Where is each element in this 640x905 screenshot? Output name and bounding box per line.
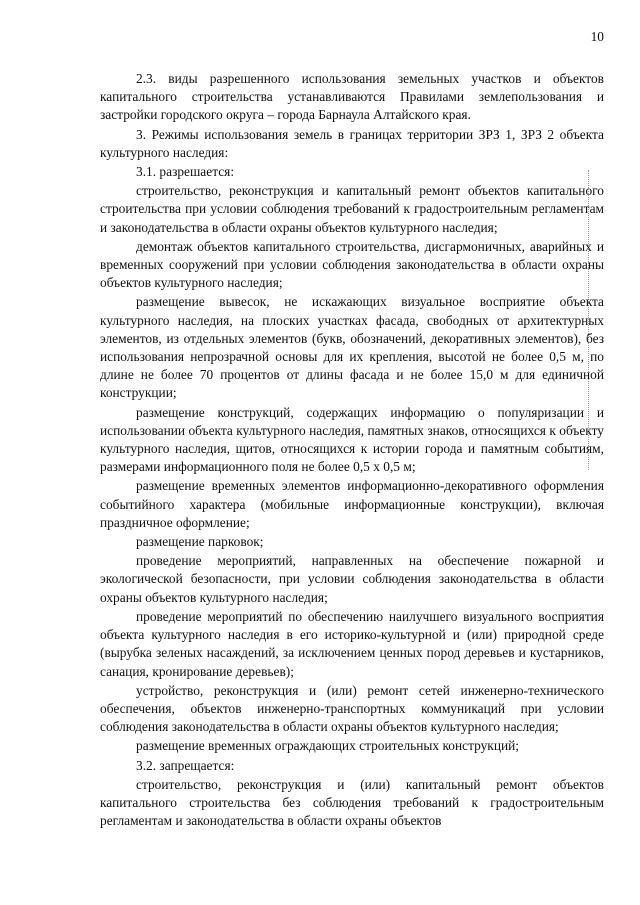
paragraph-parking: размещение парковок; (136, 534, 264, 550)
paragraph-demolition: демонтаж объектов капитального строительства, дисгармоничных, аварийных и временных сооружений при условии соблюдения законодательства в области охраны объектов культурного наследия; (100, 238, 604, 291)
paragraph-temporary-decor: размещение временных элементов информационно-декоративного оформления событийного характера (мобильные информационные конструкции), включая праздничное оформление; (100, 478, 604, 530)
paragraph-fire-safety: проведение мероприятий, направленных на обеспечение пожарной и экологической безопасности, при условии соблюдения законодательства в области охраны объектов культурного наследия; (100, 553, 604, 605)
paragraph-temporary-fences: размещение временных ограждающих строительных конструкций; (136, 738, 520, 754)
page-number: 10 (590, 29, 604, 44)
document-body (100, 70, 604, 830)
paragraph-info-structures: размещение конструкций, содержащих информацию о популяризации и использовании объекта культурного наследия, памятных знаков, относящихся к объекту культурного наследия, щитов, относящихся к истории города и памятным событиям, размерами информационного поля не более 0,5 х 0,5 м; (100, 404, 604, 475)
paragraph-prohibited-construction: строительство, реконструкция и (или) капитальный ремонт объектов капитального строительства без соблюдения требований к градостроительным регламентам и законодательства в области охраны объектов (100, 776, 604, 829)
paragraph-3-1-heading: 3.1. разрешается: (136, 164, 235, 180)
paragraph-section-3: 3. Режимы использования земель в границах территории ЗРЗ 1, ЗРЗ 2 объекта культурного наследия: (100, 126, 604, 160)
paragraph-3-2-heading: 3.2. запрещается: (136, 757, 235, 773)
paragraph-construction: строительство, реконструкция и капитальный ремонт объектов капитального строительства при условии соблюдения требований к градостроительным регламентам и законодательства в области охраны объектов культурного наследия; (100, 183, 604, 235)
paragraph-2-3: 2.3. виды разрешенного использования земельных участков и объектов капитального строительства устанавливаются Правилами землепользования и застройки городского округа – города Барнаула Алтайского края. (100, 71, 604, 123)
paragraph-visual-perception: проведение мероприятий по обеспечению наилучшего визуального восприятия объекта культурного наследия в его историко-культурной и (или) природной среде (вырубка зеленых насаждений, за исключением ценных пород деревьев и кустарников, санация, кронирование деревьев); (100, 608, 604, 679)
paragraph-engineering-networks: устройство, реконструкция и (или) ремонт сетей инженерно-технического обеспечения, объектов инженерно-транспортных коммуникаций при условии соблюдения законодательства в области охраны объектов культурного наследия; (100, 682, 604, 735)
paragraph-signs: размещение вывесок, не искажающих визуальное восприятие объекта культурного наследия, на плоских участках фасада, свободных от архитектурных элементов, из отдельных элементов (букв, обозначений, декоративных элементов), без использования непрозрачной основы для их крепления, высотой не более 0,5 м, по длине не более 70 процентов от длины фасада и не более 15,0 м для единичной конструкции; (100, 294, 604, 401)
